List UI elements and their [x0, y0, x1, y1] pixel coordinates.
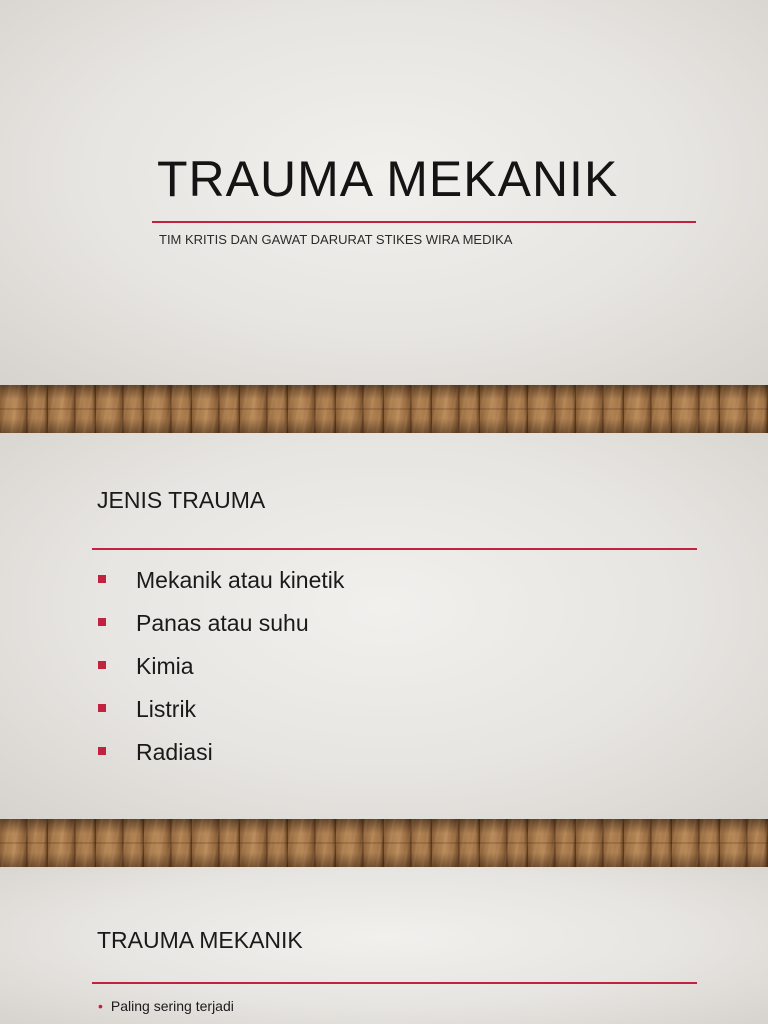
slide-heading-jenis-trauma: JENIS TRAUMA — [97, 487, 266, 513]
slide-heading-trauma-mekanik: TRAUMA MEKANIK — [97, 927, 303, 953]
heading-divider — [92, 548, 697, 550]
square-bullet-icon — [98, 704, 106, 712]
list-item-label: Mekanik atau kinetik — [136, 567, 345, 593]
square-bullet-icon — [98, 575, 106, 583]
heading-divider — [92, 982, 697, 984]
slide-subtitle: TIM KRITIS DAN GAWAT DARURAT STIKES WIRA MEDIKA — [159, 232, 513, 247]
list-item-label: Paling sering terjadi — [110, 998, 234, 1014]
list-item-label: Kimia — [136, 653, 194, 679]
slide-title-heading: TRAUMA MEKANIK — [157, 151, 619, 207]
square-bullet-icon — [98, 661, 106, 669]
square-bullet-icon — [98, 747, 106, 755]
list-item-label: Listrik — [136, 696, 197, 722]
list-item-label: Panas atau suhu — [136, 610, 309, 636]
square-bullet-icon — [98, 618, 106, 626]
wood-floor-divider — [0, 819, 768, 867]
dot-bullet-icon: • — [98, 998, 103, 1014]
wood-floor-divider — [0, 385, 768, 433]
list-item-label: Radiasi — [136, 739, 213, 765]
list-item — [98, 998, 234, 1014]
title-divider — [152, 221, 696, 223]
